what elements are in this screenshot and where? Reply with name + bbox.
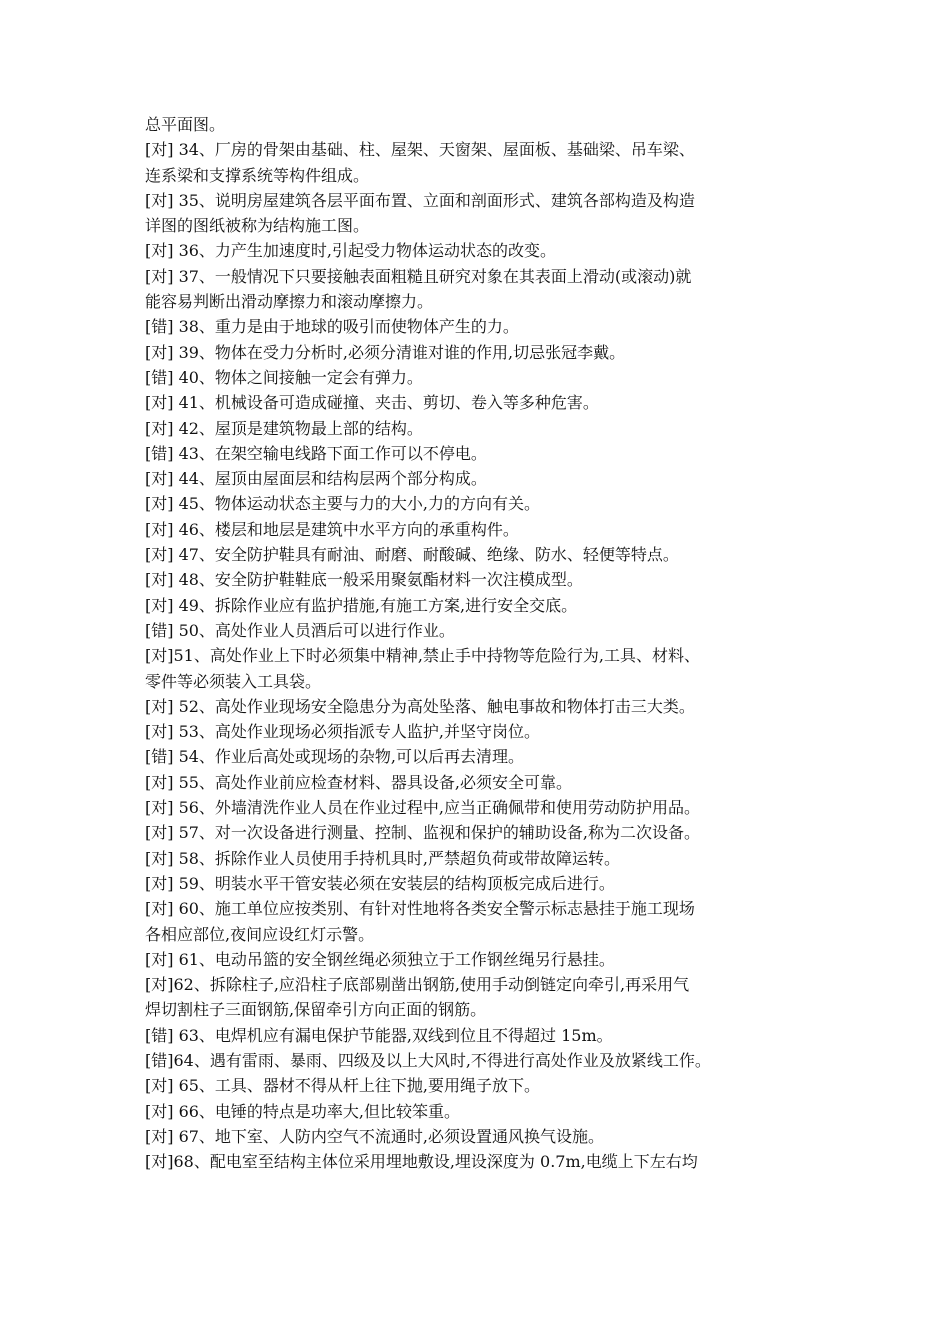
text-line: [对] 42、屋顶是建筑物最上部的结构。 [145,418,423,438]
text-line: [对] 65、工具、器材不得从杆上往下抛,要用绳子放下。 [145,1076,541,1096]
text-line: 总平面图。 [145,115,226,134]
text-line: 详图的图纸被称为结构施工图。 [145,216,370,236]
text-line: 连系梁和支撑系统等构件组成。 [145,165,370,185]
text-line: [对] 49、拆除作业应有监护措施,有施工方案,进行安全交底。 [145,595,578,615]
text-line: [对] 61、电动吊篮的安全钢丝绳必须独立于工作钢丝绳另行悬挂。 [145,949,615,969]
document-body [145,112,825,1174]
text-line: [错]64、遇有雷雨、暴雨、四级及以上大风时,不得进行高处作业及放紧线工作。 [145,1050,711,1070]
text-line: [对] 56、外墙清洗作业人员在作业过程中,应当正确佩带和使用劳动防护用品。 [145,798,701,818]
text-line: [对] 48、安全防护鞋鞋底一般采用聚氨酯材料一次注模成型。 [145,570,583,590]
text-line: [错] 50、高处作业人员酒后可以进行作业。 [145,620,455,640]
text-line: [错] 40、物体之间接触一定会有弹力。 [145,367,423,387]
text-line: [对] 58、拆除作业人员使用手持机具时,严禁超负荷或带故障运转。 [145,848,621,868]
text-line: [对]51、高处作业上下时必须集中精神,禁止手中持物等危险行为,工具、材料、 [145,646,701,666]
text-line: [错] 43、在架空输电线路下面工作可以不停电。 [145,443,487,463]
text-line: [对] 53、高处作业现场必须指派专人监护,并坚守岗位。 [145,722,541,742]
text-line: 各相应部位,夜间应设红灯示警。 [145,924,375,944]
text-line: [对] 44、屋顶由屋面层和结构层两个部分构成。 [145,469,487,489]
text-line: [对] 41、机械设备可造成碰撞、夹击、剪切、卷入等多种危害。 [145,393,599,413]
text-line: [错] 38、重力是由于地球的吸引而使物体产生的力。 [145,317,519,337]
text-line: [对] 57、对一次设备进行测量、控制、监视和保护的辅助设备,称为二次设备。 [145,823,701,843]
text-line: [对] 35、说明房屋建筑各层平面布置、立面和剖面形式、建筑各部构造及构造 [145,190,695,210]
text-line: [对] 52、高处作业现场安全隐患分为高处坠落、触电事故和物体打击三大类。 [145,696,695,716]
text-line: [对] 55、高处作业前应检查材料、器具设备,必须安全可靠。 [145,772,573,792]
text-line: [对] 45、物体运动状态主要与力的大小,力的方向有关。 [145,494,541,514]
text-line: [对] 37、一般情况下只要接触表面粗糙且研究对象在其表面上滑动(或滚动)就 [145,266,692,286]
text-line: [对] 67、地下室、人防内空气不流通时,必须设置通风换气设施。 [145,1126,605,1146]
text-line: [对] 47、安全防护鞋具有耐油、耐磨、耐酸碱、绝缘、防水、轻便等特点。 [145,545,679,565]
text-line: [对] 34、厂房的骨架由基础、柱、屋架、天窗架、屋面板、基础梁、吊车梁、 [145,140,695,160]
text-line: [对]68、配电室至结构主体位采用埋地敷设,埋设深度为 0.7m,电缆上下左右均 [145,1152,698,1172]
text-line: [错] 63、电焊机应有漏电保护节能器,双线到位且不得超过 15m。 [145,1025,613,1045]
text-line: 能容易判断出滑动摩擦力和滚动摩擦力。 [145,292,434,312]
text-line: 零件等必须装入工具袋。 [145,671,322,691]
text-line: [对] 59、明装水平干管安装必须在安装层的结构顶板完成后进行。 [145,873,615,893]
text-line: [对]62、拆除柱子,应沿柱子底部剔凿出钢筋,使用手动倒链定向牵引,再采用气 [145,975,690,995]
text-line: [对] 66、电锤的特点是功率大,但比较笨重。 [145,1101,461,1121]
text-line: [对] 39、物体在受力分析时,必须分清谁对谁的作用,切忌张冠李戴。 [145,342,626,362]
text-line: [错] 54、作业后高处或现场的杂物,可以后再去清理。 [145,747,525,767]
text-line: 焊切割柱子三面钢筋,保留牵引方向正面的钢筋。 [145,1000,487,1020]
text-line: [对] 36、力产生加速度时,引起受力物体运动状态的改变。 [145,241,557,261]
text-line: [对] 60、施工单位应按类别、有针对性地将各类安全警示标志悬挂于施工现场 [145,899,695,919]
text-line: [对] 46、楼层和地层是建筑中水平方向的承重构件。 [145,519,519,539]
